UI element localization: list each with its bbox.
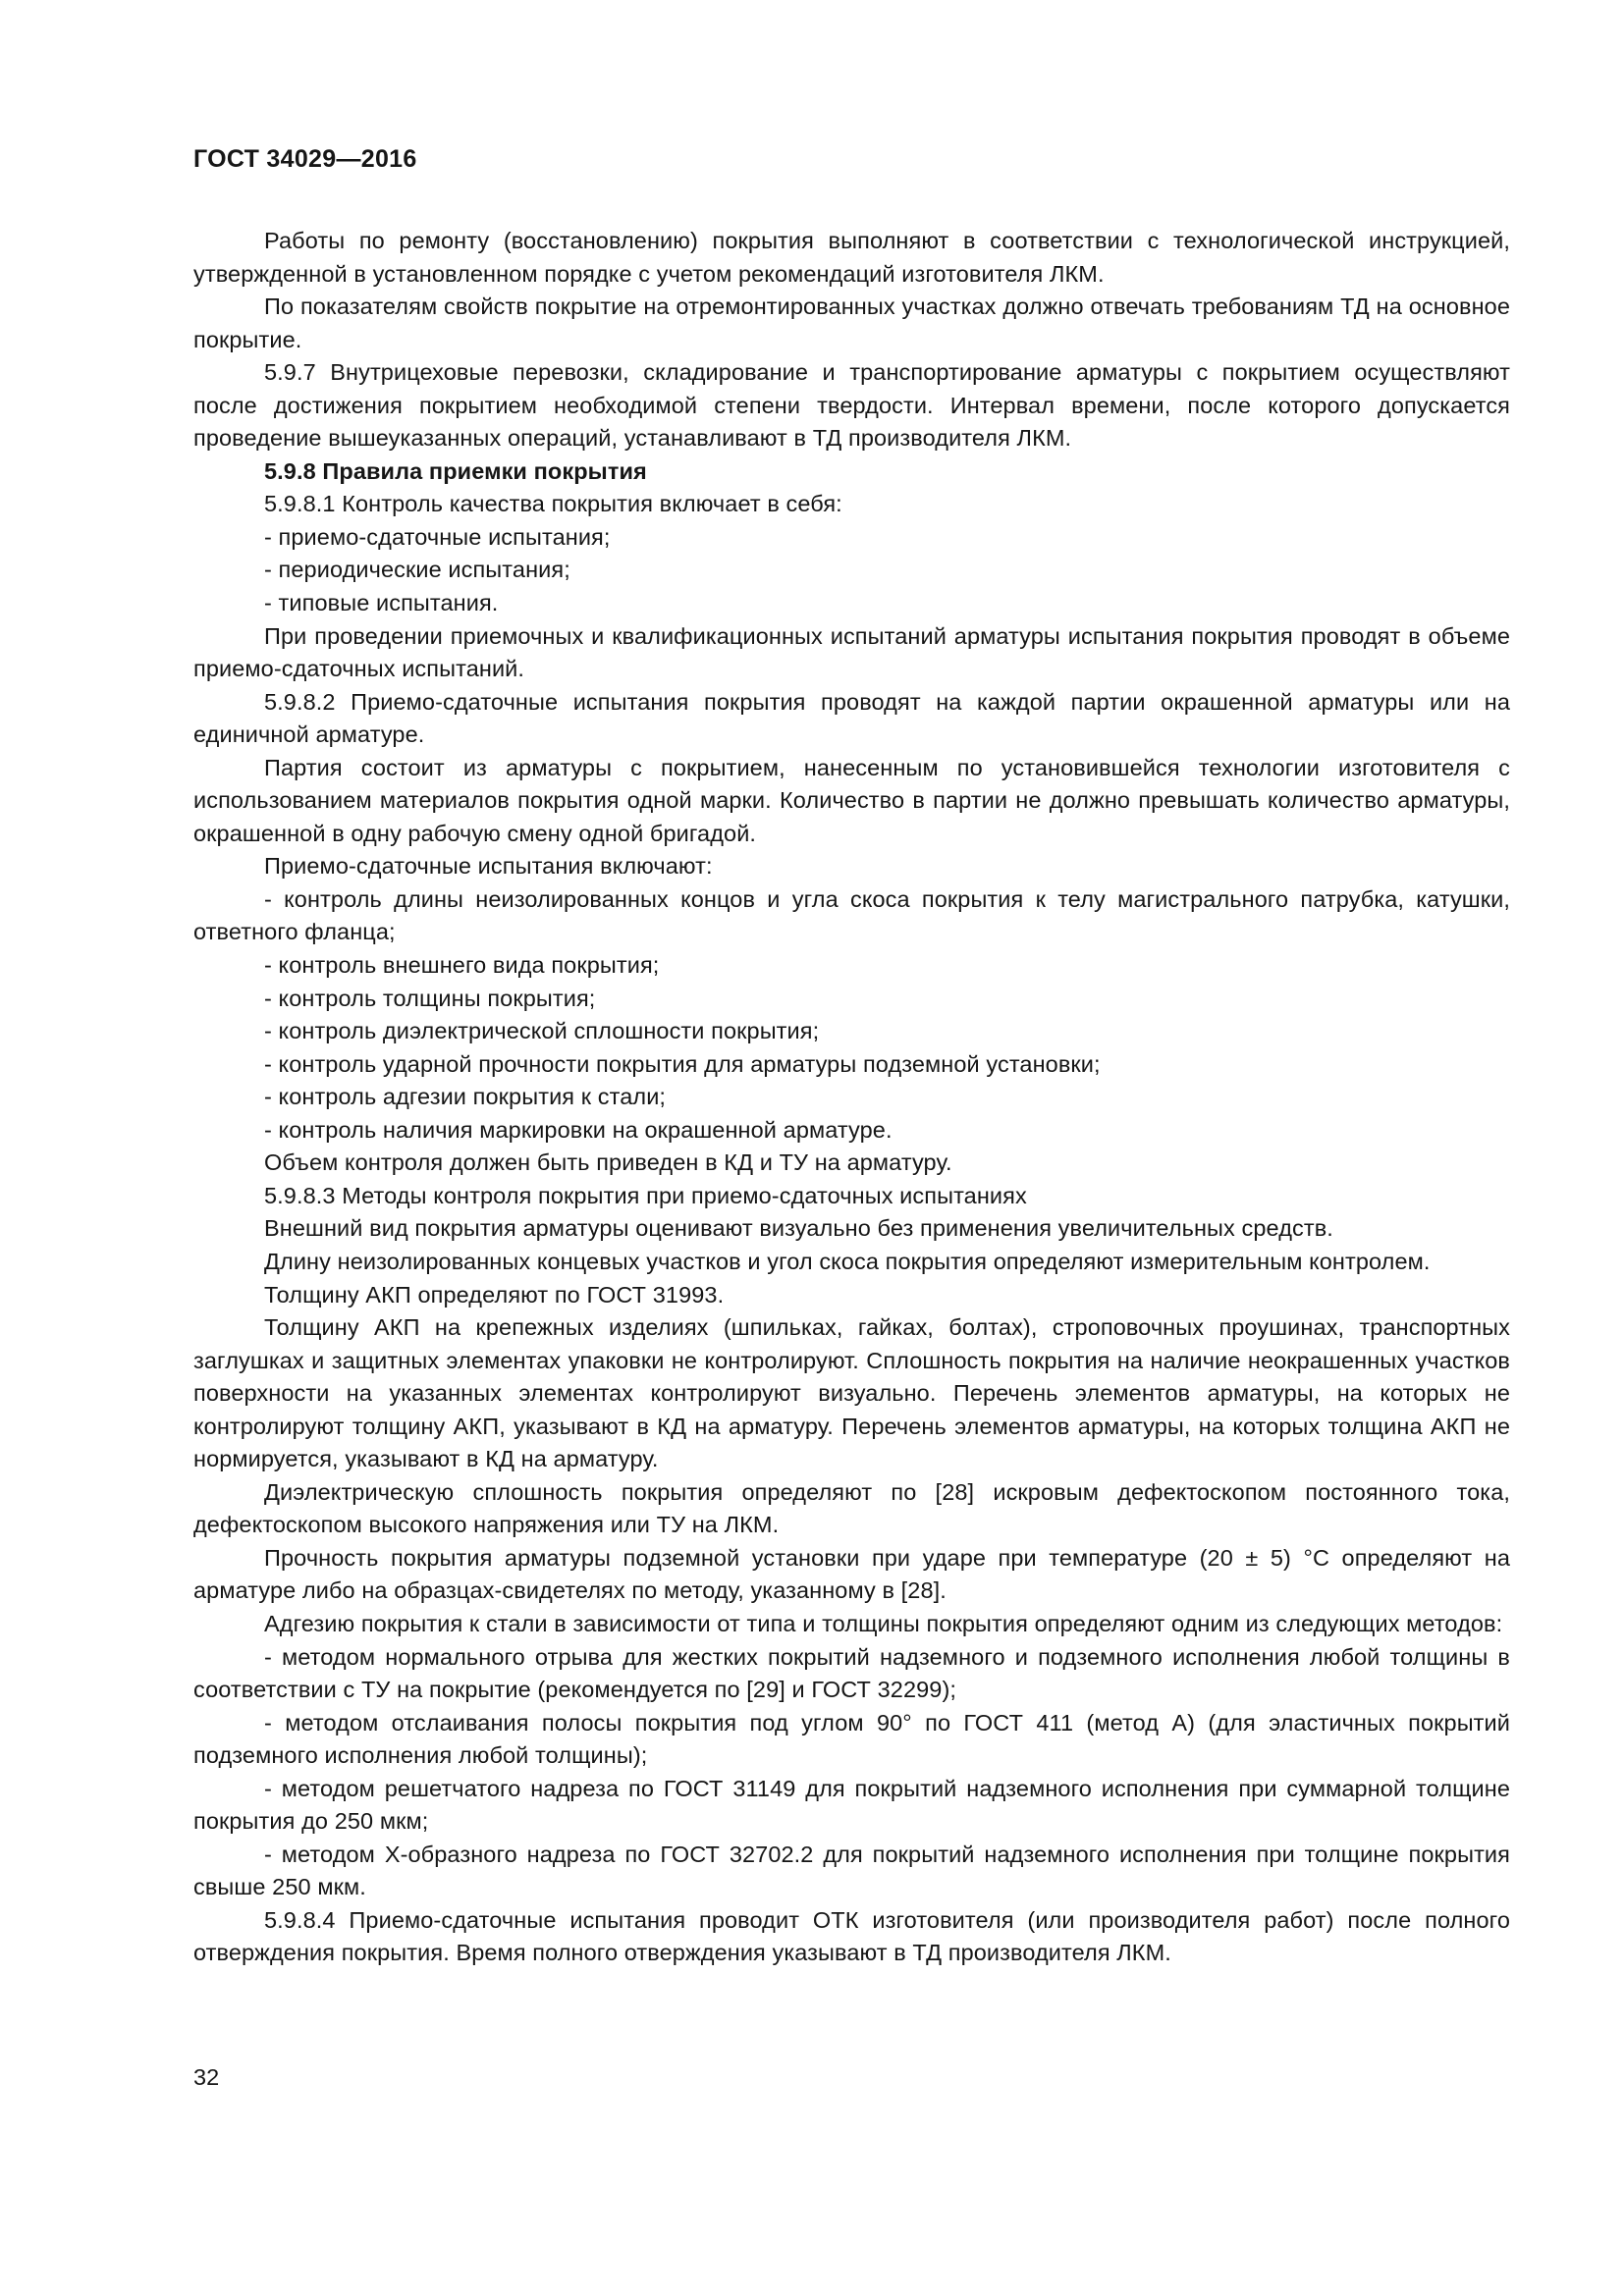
list-item: - контроль внешнего вида покрытия;: [264, 952, 660, 979]
list-item: - типовые испытания.: [264, 590, 499, 616]
clause-5-9-8-2-paragraph: 5.9.8.2 Приемо-сдаточные испытания покрытия проводят на каждой партии окрашенной арматуры или на единичной арматуре.: [193, 688, 1510, 748]
list-item: - контроль толщины покрытия;: [264, 985, 596, 1011]
list-item: - методом решетчатого надреза по ГОСТ 31149 для покрытий надземного исполнения при суммарной толщине покрытия до 250 мкм;: [193, 1775, 1510, 1835]
clause-5-9-8-3-paragraph: 5.9.8.3 Методы контроля покрытия при приемо-сдаточных испытаниях: [264, 1182, 1027, 1208]
clause-5-9-7-paragraph: 5.9.7 Внутрицеховые перевозки, складирование и транспортирование арматуры с покрытием осуществляют после достижения покрытием необходимой степени твердости. Интервал времени, после которого допускается проведение вышеуказанных операций, устанавливают в ТД производителя ЛКМ.: [193, 359, 1510, 452]
list-item: - приемо-сдаточные испытания;: [264, 523, 611, 550]
clause-5-9-8-4-paragraph: 5.9.8.4 Приемо-сдаточные испытания проводит ОТК изготовителя (или производителя работ) после полного отверждения покрытия. Время полного отверждения указывают в ТД производителя ЛКМ.: [193, 1906, 1510, 1966]
document-standard-number: ГОСТ 34029—2016: [193, 145, 417, 173]
paragraph: Диэлектрическую сплошность покрытия определяют по [28] искровым дефектоскопом постоянного тока, дефектоскопом высокого напряжения или ТУ на ЛКМ.: [193, 1478, 1510, 1538]
paragraph: При проведении приемочных и квалификационных испытаний арматуры испытания покрытия проводят в объеме приемо-сдаточных испытаний.: [193, 622, 1510, 682]
list-item: - контроль длины неизолированных концов и угла скоса покрытия к телу магистрального патрубка, катушки, ответного фланца;: [193, 885, 1510, 945]
list-item: - методом нормального отрыва для жестких покрытий надземного и подземного исполнения любой толщины в соответствии с ТУ на покрытие (рекомендуется по [29] и ГОСТ 32299);: [193, 1643, 1510, 1703]
paragraph: Адгезию покрытия к стали в зависимости от типа и толщины покрытия определяют одним из следующих методов:: [264, 1610, 1503, 1636]
list-item: - контроль диэлектрической сплошности покрытия;: [264, 1018, 820, 1044]
list-item: - контроль ударной прочности покрытия для арматуры подземной установки;: [264, 1050, 1101, 1077]
list-item: - методом отслаивания полосы покрытия под углом 90° по ГОСТ 411 (метод А) (для эластичных покрытий подземного исполнения любой толщины);: [193, 1709, 1510, 1769]
clause-5-9-8-1-paragraph: 5.9.8.1 Контроль качества покрытия включает в себя:: [264, 491, 842, 517]
paragraph: Толщину АКП определяют по ГОСТ 31993.: [264, 1281, 725, 1308]
paragraph: Прочность покрытия арматуры подземной установки при ударе при температуре (20 ± 5) °С определяют на арматуре либо на образцах-свидетелях по методу, указанному в [28].: [193, 1544, 1510, 1604]
list-item: - контроль адгезии покрытия к стали;: [264, 1084, 667, 1110]
paragraph: Толщину АКП на крепежных изделиях (шпильках, гайках, болтах), строповочных проушинах, транспортных заглушках и защитных элементах упаковки не контролируют. Сплошность покрытия на наличие неокрашенных участков поверхности на указанных элементах контролируют визуально. Перечень элементов арматуры, на которых не контролируют толщину АКП, указывают в КД на арматуру. Перечень элементов арматуры, на которых толщина АКП не нормируется, указывают в КД на арматуру.: [193, 1314, 1510, 1472]
paragraph: Работы по ремонту (восстановлению) покрытия выполняют в соответствии с технологической инструкцией, утвержденной в установленном порядке с учетом рекомендаций изготовителя ЛКМ.: [193, 228, 1510, 287]
list-item: - периодические испытания;: [264, 557, 570, 583]
paragraph: По показателям свойств покрытие на отремонтированных участках должно отвечать требованиям ТД на основное покрытие.: [193, 294, 1510, 352]
document-body: [193, 225, 1510, 1970]
paragraph: Внешний вид покрытия арматуры оценивают визуально без применения увеличительных средств.: [264, 1215, 1333, 1242]
paragraph: Приемо-сдаточные испытания включают:: [264, 853, 713, 880]
page-number: 32: [193, 2064, 220, 2090]
paragraph: Объем контроля должен быть приведен в КД и ТУ на арматуру.: [264, 1149, 952, 1176]
paragraph: Партия состоит из арматуры с покрытием, нанесенным по установившейся технологии изготовителя с использованием материалов покрытия одной марки. Количество в партии не должно превышать количество арматуры, окрашенной в одну рабочую смену одной бригадой.: [193, 754, 1510, 846]
clause-5-9-8-heading: 5.9.8 Правила приемки покрытия: [264, 457, 647, 484]
list-item: - методом Х-образного надреза по ГОСТ 32702.2 для покрытий надземного исполнения при толщине покрытия свыше 250 мкм.: [193, 1841, 1510, 1900]
list-item: - контроль наличия маркировки на окрашенной арматуре.: [264, 1116, 893, 1143]
paragraph: Длину неизолированных концевых участков и угол скоса покрытия определяют измерительным контролем.: [264, 1248, 1431, 1274]
